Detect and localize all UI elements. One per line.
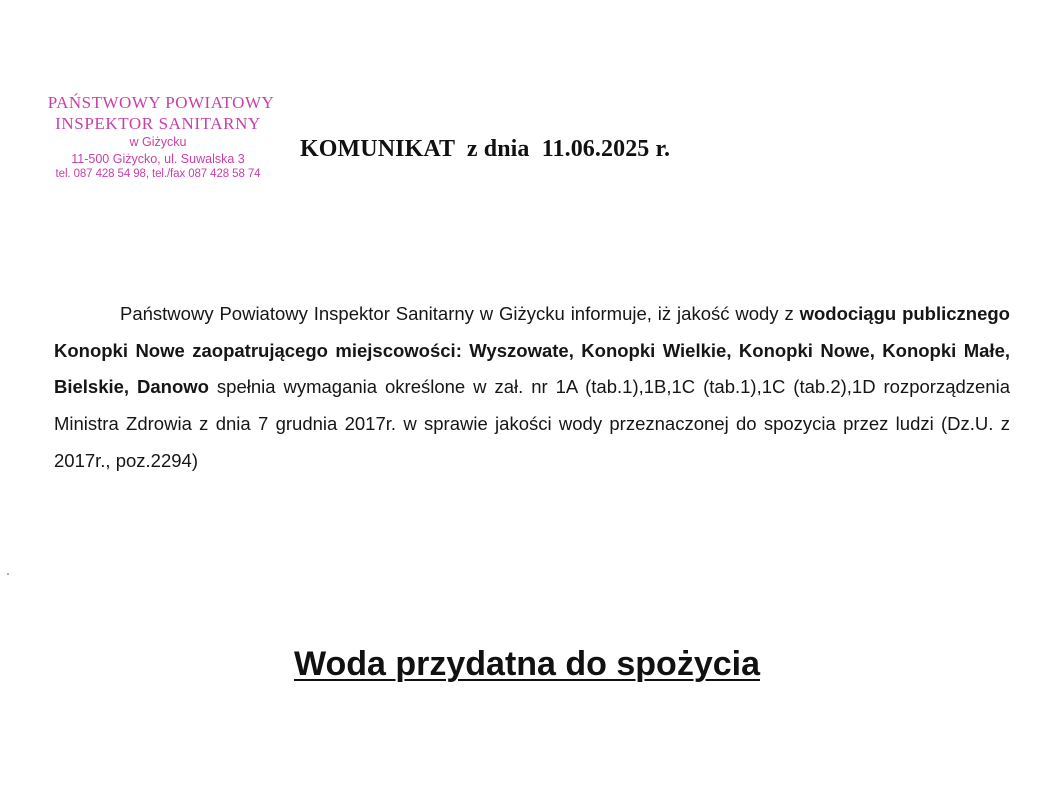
sanitary-inspector-stamp [20, 94, 296, 181]
stamp-line-institution: PAŃSTWOWY POWIATOWY [47, 93, 275, 112]
stamp-line-city: w Giżycku [129, 135, 187, 149]
document-heading [300, 136, 670, 163]
verdict-banner [0, 645, 1054, 684]
heading-date-prefix: z dnia [466, 136, 530, 162]
stamp-line-address: 11-500 Giżycko, ul. Suwalska 3 [71, 151, 245, 166]
verdict-text: Woda przydatna do spożycia [293, 645, 760, 683]
scan-speck [7, 573, 9, 575]
heading-title: KOMUNIKAT [300, 136, 455, 162]
heading-date: 11.06.2025 r. [541, 136, 671, 162]
body-intro: Państwowy Powiatowy Inspektor Sanitarny w Giżycku informuje, iż jakość wody z [120, 303, 800, 324]
body-waterworks-bold: wodociągu publicznego Konopki Nowe zaopatrującego miejscowości: Wyszowate, Konopki Wielkie, Konopki Nowe, Konopki Małe, Bielskie, Danowo [54, 303, 1010, 398]
announcement-body [54, 296, 1010, 480]
stamp-line-phone: tel. 087 428 54 98, tel./fax 087 428 58 74 [55, 168, 261, 180]
stamp-line-title: INSPEKTOR SANITARNY [55, 114, 261, 133]
body-regulation: spełnia wymagania określone w zał. nr 1A (tab.1),1B,1C (tab.1),1C (tab.2),1D rozporządzenia Ministra Zdrowia z dnia 7 grudnia 2017r. w sprawie jakości wody przeznaczonej do spozycia przez ludzi (Dz.U. z 2017r., poz.2294) [54, 376, 1010, 471]
